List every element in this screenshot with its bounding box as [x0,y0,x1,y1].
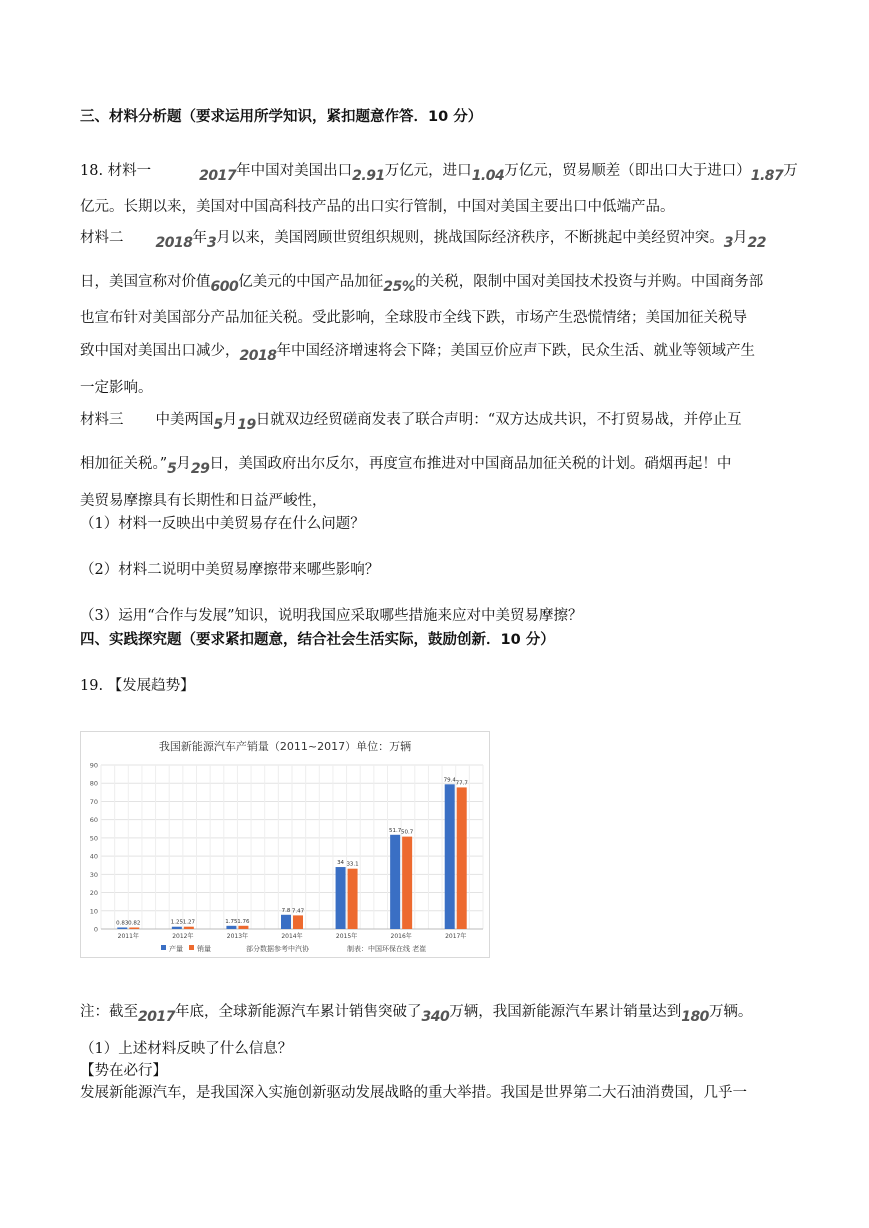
bar-production [226,926,236,929]
data-label: 0.82 [128,920,141,927]
number-glyph: 3 [206,235,217,251]
text-run: 年 [192,230,207,246]
chart-svg [81,732,489,957]
text-run: 月以来，美国罔顾世贸组织规则，挑战国际经济秩序，不断挑起中美经贸冲突。 [216,230,724,246]
q18-question-3: （3）运用“合作与发展”知识，说明我国应采取哪些措施来应对中美贸易摩擦？ [80,608,583,624]
x-tick-label: 2013年 [226,933,249,940]
bar-sales [402,837,412,929]
legend-swatch-production [161,945,166,950]
legend-label-sales: 销量 [197,945,211,953]
text-run: 日，美国政府出尔反尔，再度宣布推进对中国商品加征关税的计划。硝烟再起！中 [209,456,732,472]
number-glyph: 3 [723,235,733,251]
legend-label-production: 产量 [169,945,183,953]
x-tick-label: 2012年 [172,933,194,940]
bar-sales [184,927,194,929]
q18-material1-line2: 亿元。长期以来，美国对中国高科技产品的出口实行管制，中国对美国主要出口中低端产品。 [80,199,675,215]
data-label: 34 [337,860,345,867]
x-tick-label: 2017年 [445,933,467,940]
number-glyph: 22 [747,235,766,251]
y-tick-label: 10 [89,907,98,916]
data-label: 50.7 [401,829,414,836]
q18-material2-line4 [80,341,755,364]
text-run: 日，美国宣称对价值 [80,274,211,290]
text-run: 万亿元，进口 [384,163,472,179]
q19-question-1: （1）上述材料反映了什么信息？ [80,1041,293,1057]
q19-paragraph: 发展新能源汽车，是我国深入实施创新驱动发展战略的重大举措。我国是世界第二大石油消费国，几乎一 [80,1085,747,1101]
text-run: 万辆，我国新能源汽车累计销量达到 [449,1004,682,1020]
x-tick-label: 2014年 [281,933,303,940]
data-label: 0.83 [116,920,129,927]
q18-material3-line [80,410,742,433]
data-label: 7.47 [291,908,305,915]
number-glyph: 2.91 [352,168,385,184]
bar-production [445,784,455,929]
q18-number-label: 18. 材料一 [80,163,152,179]
y-tick-label: 0 [93,925,98,934]
chart-gridlines [101,765,483,929]
y-tick-label: 60 [89,816,98,825]
q19-note [80,1002,753,1025]
material2-label: 材料二 [80,230,124,246]
y-tick-label: 40 [89,852,98,861]
number-glyph: 600 [210,279,239,295]
y-tick-label: 50 [89,834,98,843]
bar-production [390,835,400,929]
number-glyph: 5 [213,417,223,433]
q18-material2-line [80,228,766,251]
bar-production [172,927,182,929]
number-glyph: 1.04 [471,168,505,184]
data-label: 33.1 [346,861,359,868]
x-tick-label: 2015年 [335,933,358,940]
text-run: 月 [222,412,238,428]
text-run: 年中国经济增速将会下降；美国豆价应声下跌，民众生活、就业等领域产生 [276,343,755,359]
text-run: 致中国对美国出口减少， [80,343,240,359]
q18-material1-line [80,161,798,184]
y-tick-label: 80 [89,779,98,788]
data-label: 1.76 [237,918,250,925]
chart-title: 我国新能源汽车产销量（2011~2017）单位：万辆 [158,740,412,753]
text-run: 相加征关税。” [80,456,168,472]
legend-swatch-sales [189,945,194,950]
bar-sales [293,915,303,929]
bar-chart [80,731,490,958]
x-tick-label: 2011年 [117,933,139,940]
data-label: 1.25 [170,919,183,926]
chart-legend [161,944,426,953]
q19-subheading: 【势在必行】 [80,1063,167,1079]
text-run: 月 [732,230,748,246]
text-run: 月 [176,456,191,472]
text-run: 的关税，限制中国对美国技术投资与并购。中国商务部 [415,274,764,290]
number-glyph: 29 [190,461,210,477]
q18-material3-line3: 美贸易摩擦具有长期性和日益严峻性， [80,493,327,509]
data-label: 1.27 [182,919,195,926]
text-run: 年底，全球新能源汽车累计销售突破了 [174,1004,422,1020]
bar-sales [457,787,467,929]
chart-footer-source: 部分数据参考中汽协 [246,945,309,953]
bar-sales [129,928,139,929]
section-3-heading: 三、材料分析题（要求运用所学知识，紧扣题意作答．10 分） [80,109,483,125]
text-run: 万辆。 [708,1004,753,1020]
y-tick-label: 30 [89,870,98,879]
data-label: 79.4 [443,777,456,784]
number-glyph: 2018 [239,348,277,364]
q18-material3-line2 [80,454,732,477]
text-run: 万 [783,163,798,179]
bar-production [336,867,346,929]
q19-title: 19. 【发展趋势】 [80,678,195,694]
number-glyph: 5 [167,461,177,477]
text-run: 日就双边经贸磋商发表了联合声明：“双方达成共识，不打贸易战，并停止互 [255,412,742,428]
q18-material2-line5: 一定影响。 [80,380,153,396]
section-4-heading: 四、实践探究题（要求紧扣题意，结合社会生活实际，鼓励创新．10 分） [80,632,555,648]
number-glyph: 25% [383,279,416,295]
number-glyph: 2018 [155,235,193,251]
material3-label: 材料三 [80,412,124,428]
bar-production [117,927,127,929]
data-label: 77.7 [455,780,468,787]
data-label: 1.75 [225,918,238,925]
text-run: 中美两国 [155,412,214,428]
q18-question-2: （2）材料二说明中美贸易摩擦带来哪些影响？ [80,562,380,578]
text-run: 注：截至 [80,1004,138,1020]
y-tick-label: 70 [89,797,98,806]
data-label: 7.8 [281,907,291,914]
q18-material2-line2 [80,272,764,295]
number-glyph: 2017 [199,168,237,184]
text-run: 年中国对美国出口 [236,163,353,179]
data-label: 51.7 [389,827,402,834]
q18-question-1: （1）材料一反映出中美贸易存在什么问题？ [80,516,365,532]
number-glyph: 2017 [138,1009,175,1025]
number-glyph: 1.87 [750,168,784,184]
text-run: 万亿元，贸易顺差（即出口大于进口） [504,163,751,179]
chart-footer-credit: 制表：中国环保在线 老崔 [347,945,427,953]
y-tick-label: 90 [89,761,98,770]
text-run: 亿美元的中国产品加征 [238,274,384,290]
bar-sales [238,926,248,929]
bar-production [281,915,291,929]
number-glyph: 180 [681,1009,709,1025]
number-glyph: 19 [237,417,256,433]
q18-material2-line3: 也宣布针对美国部分产品加征关税。受此影响，全球股市全线下跌，市场产生恐慌情绪；美国加征关税导 [80,310,747,326]
x-tick-label: 2016年 [390,933,412,940]
y-tick-label: 20 [89,889,98,898]
bar-sales [348,869,358,929]
number-glyph: 340 [421,1009,450,1025]
